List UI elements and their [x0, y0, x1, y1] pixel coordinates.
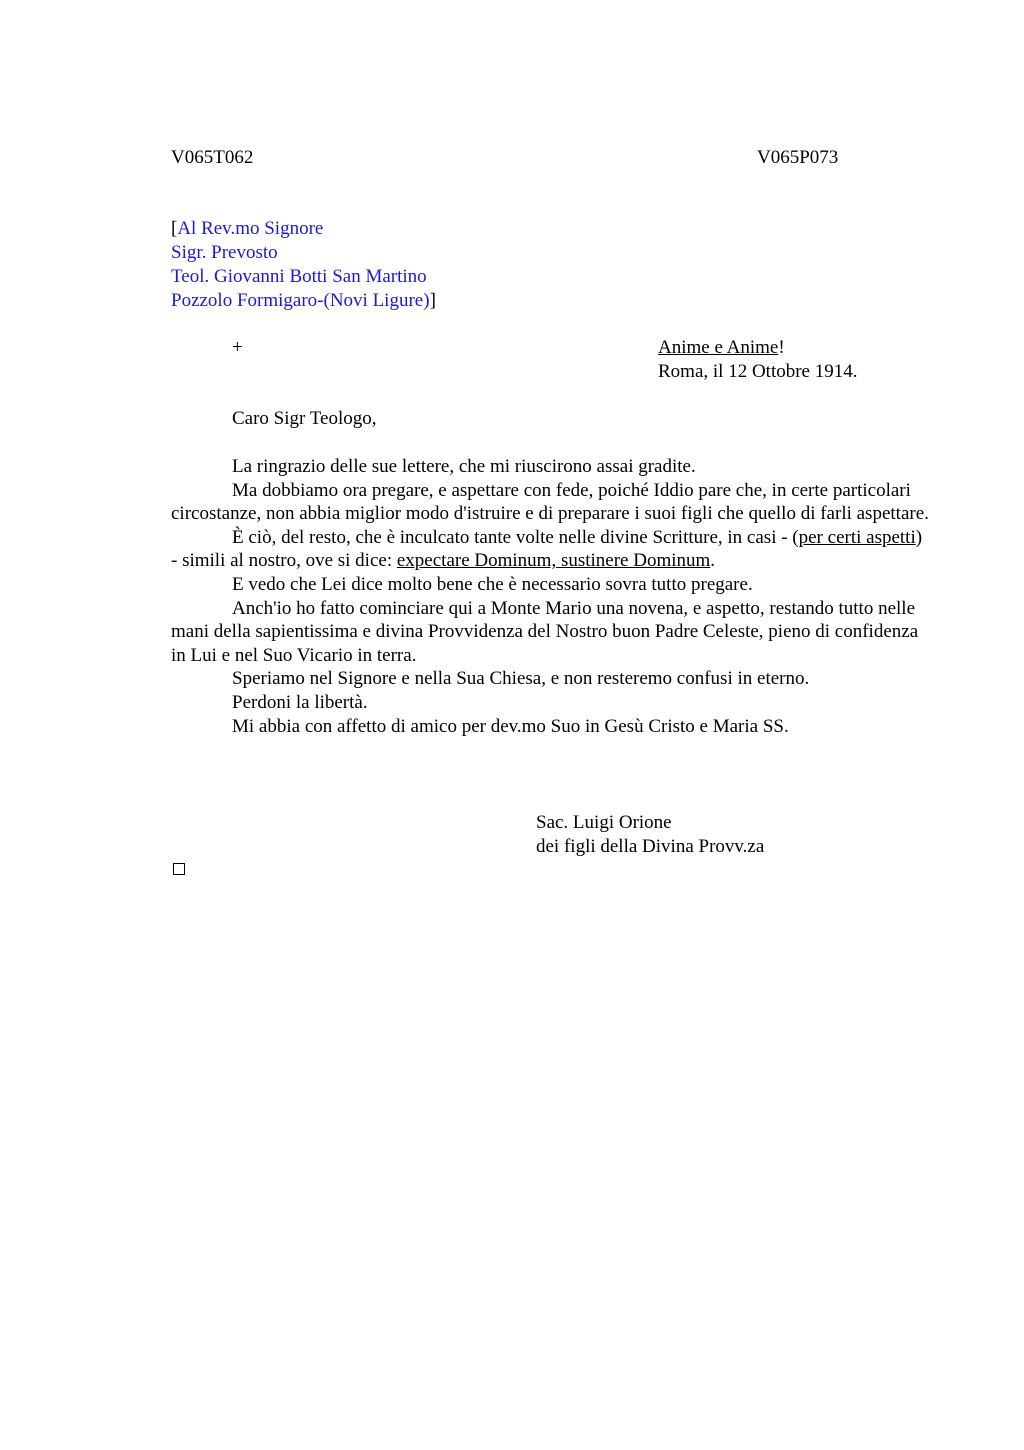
paragraph-2: Ma dobbiamo ora pregare, e aspettare con fede, poiché Iddio pare che, in certe particolari circostanze, non abbia miglior modo d'istruire e di preparare i suoi figli che quello di farli aspettare. [171, 479, 929, 525]
paragraph-3-latin-quote: expectare Dominum, sustinere Dominum [396, 550, 711, 572]
signature-title: dei figli della Divina Provv.za [536, 836, 765, 857]
paragraph-5: Anch'io ho fatto cominciare qui a Monte Mario una novena, e aspetto, restando tutto nelle mani della sapientissima e divina Provvidenza del Nostro buon Padre Celeste, pieno di confidenza in Lui e nel Suo Vicario in terra. [171, 597, 919, 666]
signature-name: Sac. Luigi Orione [536, 812, 672, 833]
address-recipient-title: Al Rev.mo Signore [177, 218, 324, 239]
paragraph-3 [171, 526, 931, 573]
address-close-bracket: ] [429, 290, 436, 311]
cross-symbol: + [232, 337, 243, 358]
salutation: Caro Sigr Teologo, [232, 408, 377, 429]
address-location: Pozzolo Formigaro-(Novi Ligure) [171, 290, 430, 311]
end-marker-box-icon [173, 863, 185, 875]
motto [658, 336, 785, 360]
address-line-3: Teol. Giovanni Botti San Martino [171, 266, 427, 287]
letter-body [171, 455, 931, 738]
paragraph-4: E vedo che Lei dice molto bene che è necessario sovra tutto pregare. [232, 573, 753, 595]
paragraph-6: Speriamo nel Signore e nella Sua Chiesa, e non resteremo confusi in eterno. [232, 668, 810, 690]
paragraph-3-part-c: . [710, 550, 716, 572]
address-line-2: Sigr. Prevosto [171, 242, 278, 263]
motto-text: Anime e Anime [658, 337, 779, 358]
motto-exclaim: ! [778, 337, 785, 358]
paragraph-1: La ringrazio delle sue lettere, che mi riuscirono assai gradite. [232, 456, 696, 477]
address-line-1 [171, 217, 323, 241]
address-open-bracket: [ [171, 218, 178, 239]
place-date: Roma, il 12 Ottobre 1914. [658, 361, 858, 382]
paragraph-3-part-a: È ciò, del resto, che è inculcato tante volte nelle divine Scritture, in casi - ( [232, 526, 799, 548]
paragraph-8: Mi abbia con affetto di amico per dev.mo Suo in Gesù Cristo e Maria SS. [232, 715, 789, 737]
document-code-left: V065T062 [171, 147, 254, 168]
paragraph-3-underline-1: per certi aspetti [798, 526, 916, 548]
paragraph-7: Perdoni la libertà. [232, 691, 368, 713]
document-code-right: V065P073 [757, 147, 839, 168]
address-line-4 [171, 289, 436, 313]
paragraph-3-part-b: ) - simili al nostro, ove si dice: [171, 526, 923, 572]
